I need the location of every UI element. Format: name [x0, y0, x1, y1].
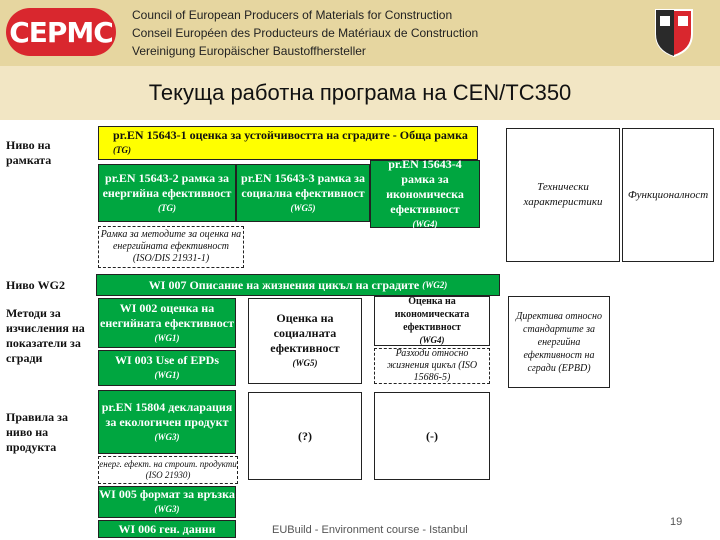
product-econ-q: (-)	[426, 428, 438, 443]
methods-wi003-text: WI 003 Use of EPDs	[115, 353, 219, 367]
methods-wi002-box	[98, 298, 236, 348]
methods-directive-box	[508, 296, 610, 388]
product-pren15804-box	[98, 390, 236, 454]
product-iso21930-box	[98, 456, 238, 484]
methods-econ-text: Оценка на икономическата ефективност	[394, 296, 470, 333]
methods-social-box	[248, 298, 362, 384]
label-framework: Ниво на рамката	[6, 138, 52, 167]
framework-social-box	[236, 164, 370, 222]
methods-wi003-box	[98, 350, 236, 386]
framework-economic-text: pr.EN 15643-4 рамка за икономическа ефективност	[386, 156, 464, 216]
framework-technical-box	[506, 128, 620, 262]
methods-wi003-tag: (WG1)	[154, 370, 180, 380]
framework-env-tag: (TG)	[158, 202, 176, 213]
product-wi006-text: WI 006 ген. данни	[118, 521, 216, 536]
org-name-de: Vereinigung Europäischer Baustoffhersteller	[132, 44, 366, 58]
wg2-lifecycle-text: WI 007 Описание на жизнения цикъл на сградите	[148, 277, 420, 292]
label-wg2: Ниво WG2	[6, 278, 65, 292]
framework-energy-method-text: Рамка за методите за оценка на енергийната ефективност (ISO/DIS 21931-1)	[100, 229, 242, 264]
methods-social-text: Оценка на социалната ефективност	[270, 311, 340, 355]
methods-directive-text: Директива относно стандартите за енергийна ефективност на сгради (EPBD)	[516, 310, 602, 374]
org-name-en: Council of European Producers of Materials for Construction	[132, 8, 453, 22]
framework-functionality-text: Функционалност	[627, 188, 709, 201]
product-wi005-box	[98, 486, 236, 518]
product-social-q: (?)	[298, 428, 312, 443]
product-pren15804-text: pr.EN 15804 декларация за екологичен продукт	[101, 399, 233, 429]
methods-lcc-text: Разходи относно жизнения цикъл (ISO 15686-5)	[386, 348, 478, 383]
methods-lcc-box	[374, 348, 490, 384]
framework-energy-method-box	[98, 226, 244, 268]
framework-social-tag: (WG5)	[290, 202, 316, 213]
framework-env-text: pr.EN 15643-2 рамка за енергийна ефективност	[102, 170, 232, 200]
wg2-lifecycle-tag: (WG2)	[422, 279, 448, 290]
methods-wi002-tag: (WG1)	[154, 332, 180, 343]
framework-general-tag: (TG)	[113, 145, 131, 155]
methods-social-tag: (WG5)	[292, 358, 318, 368]
framework-functionality-box	[622, 128, 714, 262]
framework-technical-text: Технически характеристики	[523, 181, 603, 208]
product-social-box	[248, 392, 362, 480]
label-building-methods: Методи за изчисления на показатели за сгради	[6, 306, 85, 365]
cepmc-logo: CEPMC	[6, 8, 116, 56]
framework-general-box	[98, 126, 478, 160]
product-econ-box	[374, 392, 490, 480]
framework-social-text: pr.EN 15643-3 рамка за социална ефективност	[241, 170, 365, 200]
page-number: 19	[670, 516, 683, 528]
product-pren15804-tag: (WG3)	[154, 431, 180, 442]
methods-econ-tag: (WG4)	[419, 335, 445, 345]
page-title: Текуща работна програма на CEN/TC350	[0, 66, 720, 120]
product-wi005-text: WI 005 формат за връзка	[99, 487, 235, 501]
label-product-rules: Правила за ниво на продукта	[6, 410, 68, 454]
methods-econ-box	[374, 296, 490, 346]
product-wi005-tag: (WG3)	[154, 504, 180, 514]
framework-economic-tag: (WG4)	[412, 218, 438, 229]
product-iso21930-text: енерг. ефект. на строит. продукти (ISO 21930)	[99, 459, 237, 480]
crest-icon	[652, 6, 696, 58]
framework-env-box	[98, 164, 236, 222]
product-wi006-box	[98, 520, 236, 538]
footer-course: EUBuild - Environment course - Istanbul	[272, 524, 468, 536]
org-name-fr: Conseil Européen des Producteurs de Matériaux de Construction	[132, 26, 479, 40]
framework-economic-box	[370, 156, 480, 229]
framework-general-text: pr.EN 15643-1 оценка за устойчивостта на сградите - Обща рамка	[113, 128, 468, 142]
wg2-lifecycle-box	[96, 274, 500, 296]
methods-wi002-text: WI 002 оценка на енегийната ефективност	[100, 300, 234, 330]
